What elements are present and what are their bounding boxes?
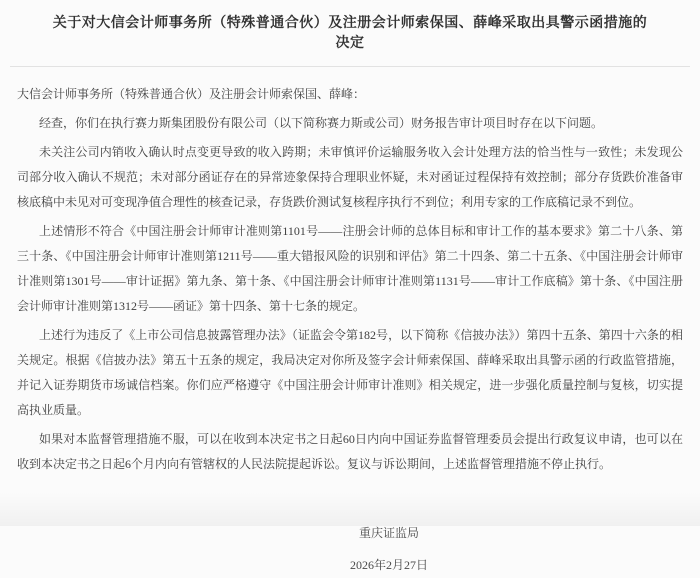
- salutation: 大信会计师事务所（特殊普通合伙）及注册会计师索保国、薛峰：: [17, 87, 366, 101]
- paragraphs: [17, 111, 683, 477]
- signoff-block: [17, 521, 683, 578]
- title-divider: [10, 66, 690, 67]
- body-paragraph: 未关注公司内销收入确认时点变更导致的收入跨期；未审慎评价运输服务收入会计处理方法的恰当性与一致性；未发现公司部分收入确认不规范；未对部分函证存在的异常迹象保持合理职业怀疑，未对函证过程保持有效控制；部分存货跌价准备审核底稿中未见对可变现净值合理性的核查记录，存货跌价测试复核程序执行不到位；利用专家的工作底稿记录不到位。: [17, 145, 683, 209]
- body-paragraph: 上述情形不符合《中国注册会计师审计准则第1101号——注册会计师的总体目标和审计工作的基本要求》第二十八条、第三十条、《中国注册会计师审计准则第1211号——重大错报风险的识别和评估》第二十四条、第二十五条、《中国注册会计师审计准则第1301号——审计证据》第九条、第十条、《中国注册会计师审计准则第1131号——审计工作底稿》第十条、《中国注册会计师审计准则第1312号——函证》第十四条、第十七条的规定。: [17, 224, 683, 313]
- body-paragraph: 上述行为违反了《上市公司信息披露管理办法》（证监会令第182号，以下简称《信披办法》）第四十五条、第四十六条的相关规定。根据《信披办法》第五十五条的规定，我局决定对你所及签字会计师索保国、薛峰采取出具警示函的行政监管措施，并记入证券期货市场诚信档案。你们应严格遵守《中国注册会计师审计准则》相关规定，进一步强化质量控制与复核，切实提高执业质量。: [17, 328, 683, 417]
- issuer-signature: 重庆证监局: [358, 526, 419, 540]
- body-paragraph: 如果对本监督管理措施不服，可以在收到本决定书之日起60日内向中国证券监督管理委员会提出行政复议申请，也可以在收到本决定书之日起6个月内向有管辖权的人民法院提起诉讼。复议与诉讼期间，上述监督管理措施不停止执行。: [17, 432, 683, 471]
- issue-date: 2026年2月27日: [349, 558, 428, 572]
- body-paragraph: 经查，你们在执行赛力斯集团股份有限公司（以下简称赛力斯或公司）财务报告审计项目时存在以下问题。: [39, 116, 604, 130]
- document-title: 关于对大信会计师事务所（特殊普通合伙）及注册会计师索保国、薛峰采取出具警示函措施的决定: [52, 16, 648, 51]
- document-body: [17, 82, 683, 477]
